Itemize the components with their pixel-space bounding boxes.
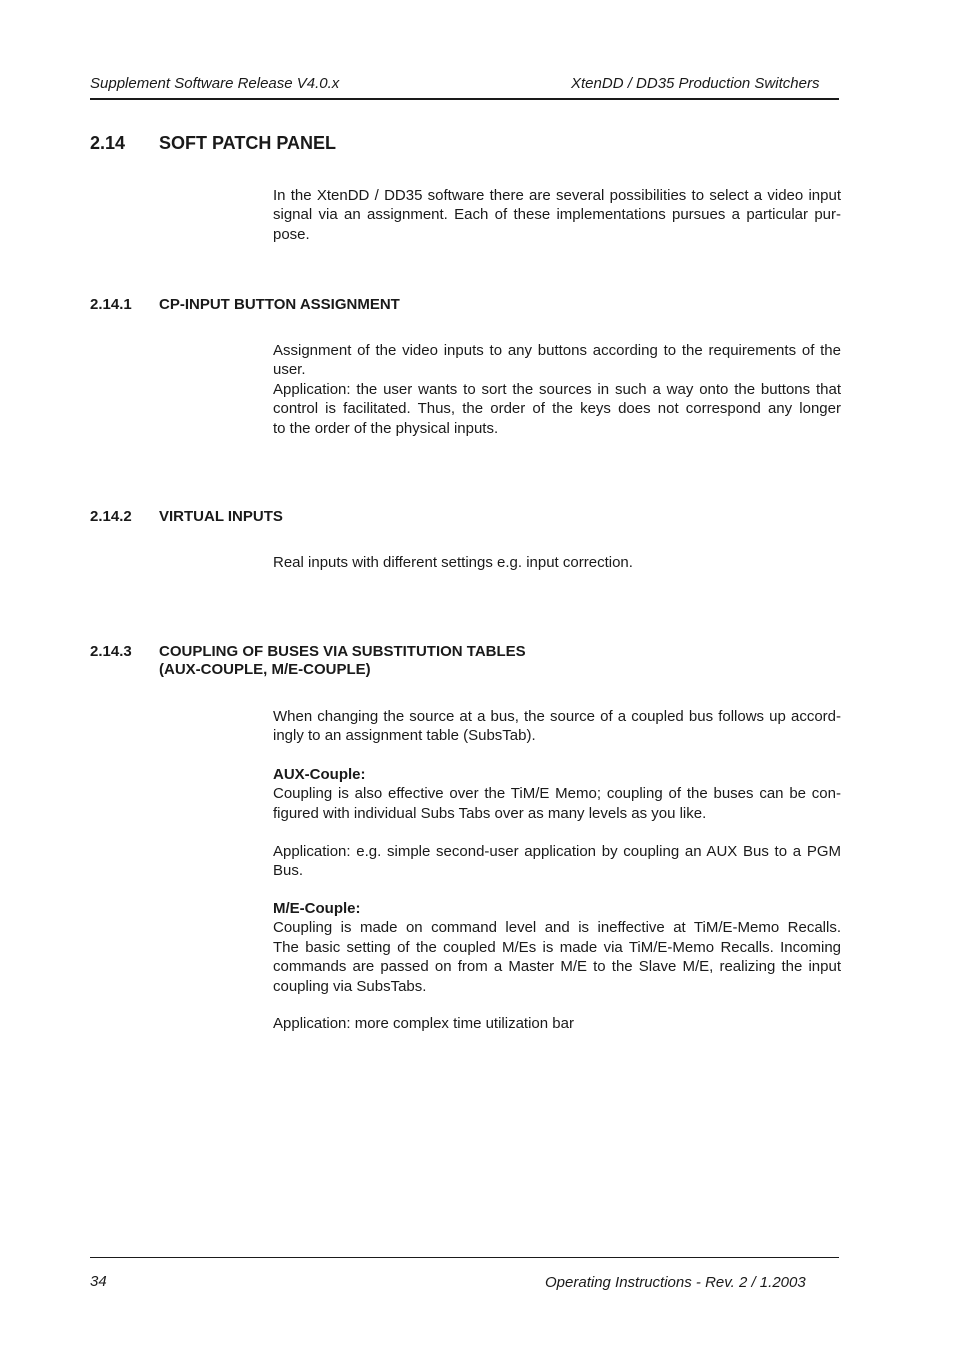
body-line: The basic setting of the coupled M/Es is made via TiM/E-Memo Recalls. Incoming [273,938,841,956]
running-footer: Operating Instructions - Rev. 2 / 1.2003 [545,1274,806,1291]
subsection-number: 2.14.3 [90,643,132,660]
section-intro-line: pose. [273,225,310,243]
body-line: Coupling is also effective over the TiM/E Memo; coupling of the buses can be con- [273,785,841,803]
subsection-title-line: (AUX-COUPLE, M/E-COUPLE) [159,661,371,678]
body-line: Bus. [273,862,304,880]
footer-rule [90,1257,839,1258]
body-line: to the order of the physical inputs. [273,419,499,437]
running-header-right: XtenDD / DD35 Production Switchers [571,75,820,92]
body-line: Assignment of the video inputs to any buttons according to the requirements of the [273,342,841,359]
section-number: 2.14 [90,133,126,153]
body-line: When changing the source at a bus, the source of a coupled bus follows up accord- [273,708,841,725]
body-line: Coupling is made on command level and is ineffective at TiM/E-Memo Recalls. [273,919,841,937]
body-line: control is facilitated. Thus, the order of the keys does not correspond any longer [273,400,841,418]
aux-couple-heading: AUX-Couple: [273,766,366,783]
subsection-intro [273,707,841,746]
me-couple-application [273,1014,841,1033]
subsection-number: 2.14.2 [90,508,132,525]
body-line: coupling via SubsTabs. [273,977,427,995]
aux-couple-application [273,842,841,881]
subsection-title: CP-INPUT BUTTON ASSIGNMENT [159,296,400,313]
subsection-body [273,341,841,438]
subsection-number: 2.14.1 [90,296,132,313]
me-couple-block [273,899,841,996]
running-header-left: Supplement Software Release V4.0.x [90,75,340,92]
body-line: Application: the user wants to sort the sources in such a way onto the buttons that [273,380,841,398]
header-rule [90,98,839,100]
section-intro-line: signal via an assignment. Each of these implementations pursues a particular pur- [273,206,841,224]
section-intro-line: In the XtenDD / DD35 software there are several possibilities to select a video input [273,187,841,204]
body-line: ingly to an assignment table (SubsTab). [273,727,536,745]
body-line: figured with individual Subs Tabs over as many levels as you like. [273,804,707,822]
me-couple-heading: M/E-Couple: [273,900,361,917]
section-title: SOFT PATCH PANEL [159,133,336,153]
subsection-title: VIRTUAL INPUTS [159,508,283,525]
page-number: 34 [90,1273,107,1290]
subsection-body [273,553,841,572]
body-line: Application: more complex time utilization bar [273,1015,574,1032]
subsection-title [159,643,526,679]
body-line: commands are passed on from a Master M/E to the Slave M/E, realizing the input [273,958,841,976]
subsection-title-line: COUPLING OF BUSES VIA SUBSTITUTION TABLES [159,643,526,660]
body-line: Real inputs with different settings e.g. input correction. [273,554,633,571]
body-line: Application: e.g. simple second-user application by coupling an AUX Bus to a PGM [273,843,841,860]
section-intro [273,186,841,244]
aux-couple-block [273,765,841,823]
body-line: user. [273,361,306,379]
